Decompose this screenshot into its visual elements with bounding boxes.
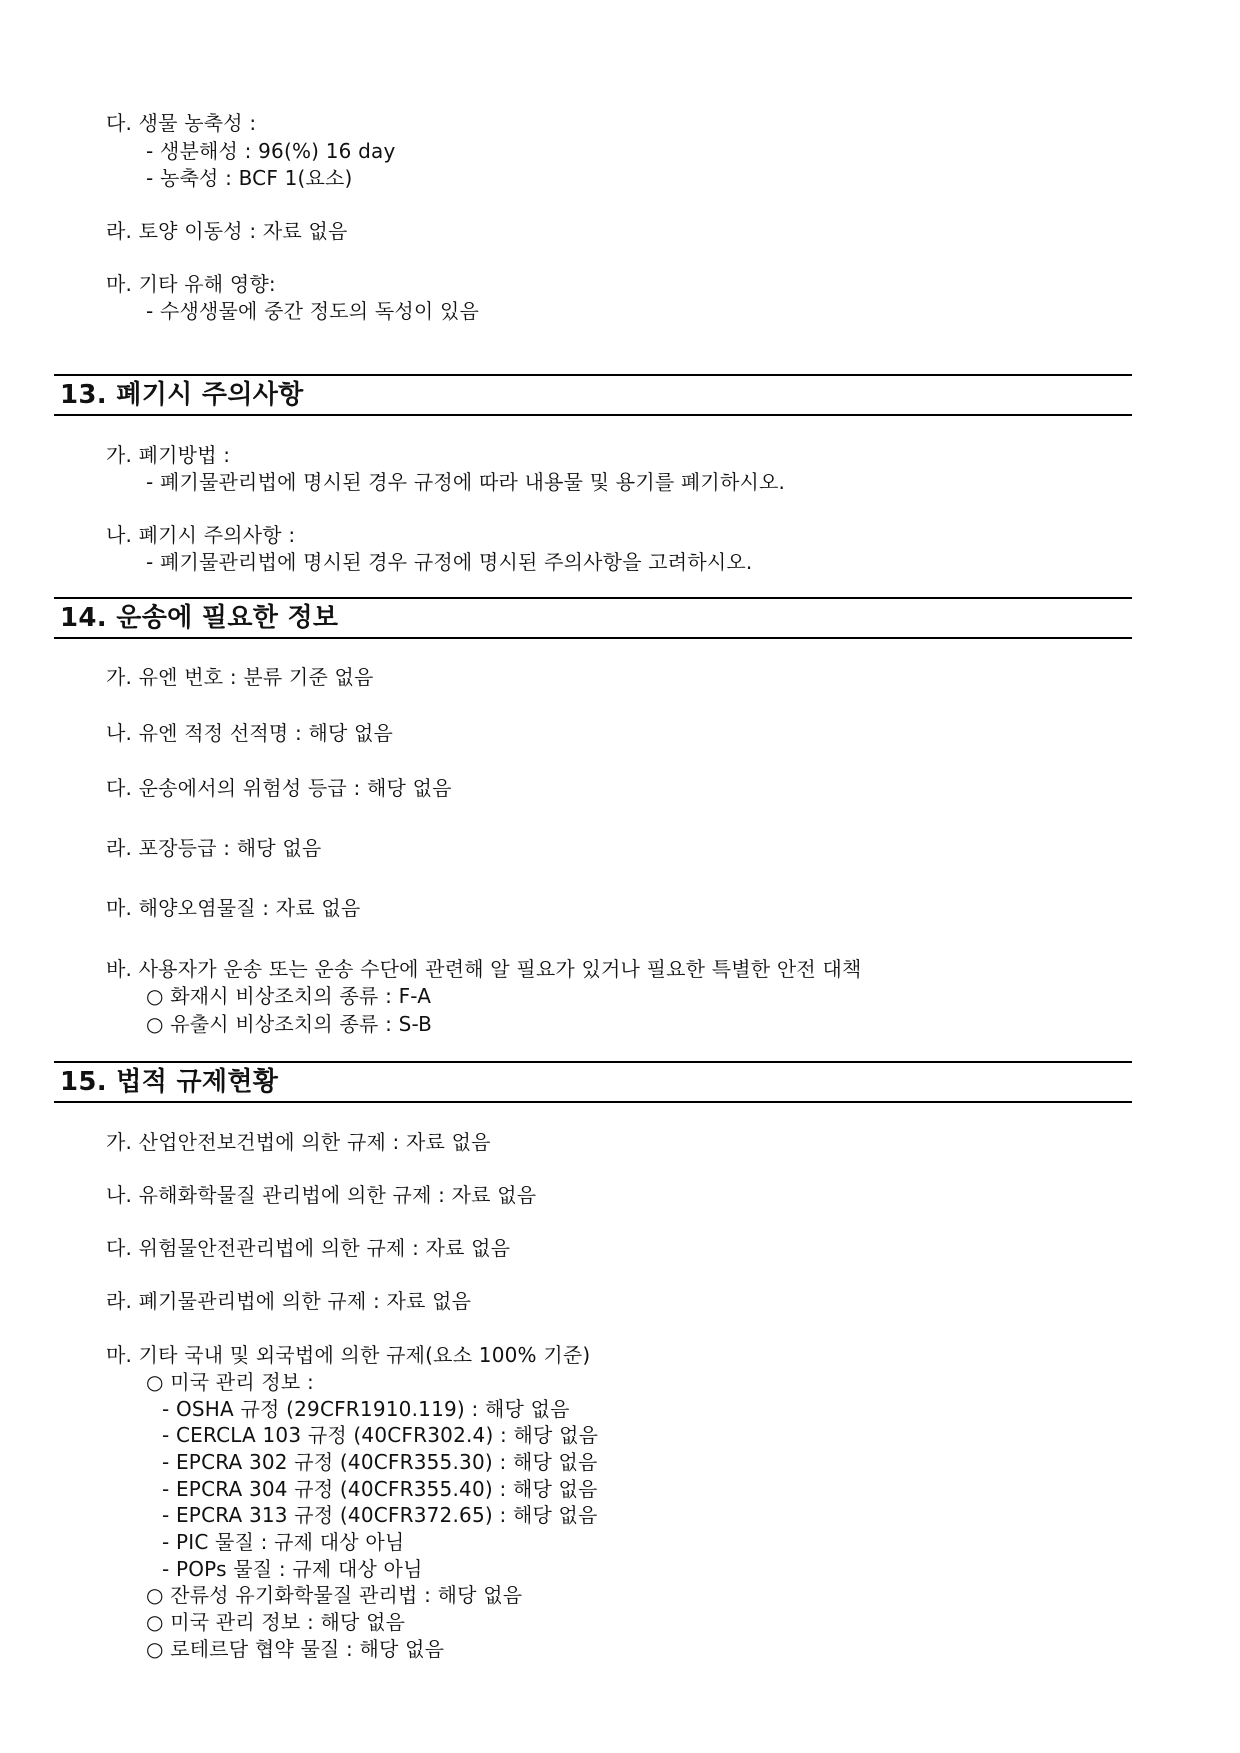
waste-act-line: 라. 폐기물관리법에 의한 규제 : 자료 없음 <box>106 1289 472 1313</box>
persistent-organic-act-line: ○ 잔류성 유기화학물질 관리법 : 해당 없음 <box>146 1583 523 1607</box>
us-info-title: ○ 미국 관리 정보 : <box>146 1370 314 1394</box>
section-15-title: 15. 법적 규제현황 <box>60 1067 279 1097</box>
fire-emergency-line: ○ 화재시 비상조치의 종류 : F-A <box>146 984 432 1008</box>
un-shipping-name-line: 나. 유엔 적정 선적명 : 해당 없음 <box>106 721 394 745</box>
other-effects-title: 마. 기타 유해 영향: <box>106 272 276 296</box>
other-regulations-title: 마. 기타 국내 및 외국법에 의한 규제(요소 100% 기준) <box>106 1343 591 1367</box>
us-item-epcra-304: - EPCRA 304 규정 (40CFR355.40) : 해당 없음 <box>162 1477 598 1501</box>
us-item-epcra-313: - EPCRA 313 규정 (40CFR372.65) : 해당 없음 <box>162 1503 598 1527</box>
us-item-pops: - POPs 물질 : 규제 대상 아님 <box>162 1557 423 1581</box>
soil-mobility-line: 라. 토양 이동성 : 자료 없음 <box>106 219 348 243</box>
us-info-line: ○ 미국 관리 정보 : 해당 없음 <box>146 1610 406 1634</box>
special-precautions-title: 바. 사용자가 운송 또는 운송 수단에 관련해 알 필요가 있거나 필요한 특별한 안전 대책 <box>106 957 862 981</box>
us-item-epcra-302: - EPCRA 302 규정 (40CFR355.30) : 해당 없음 <box>162 1450 598 1474</box>
disposal-method-title: 가. 폐기방법 : <box>106 443 231 467</box>
other-effects-item: - 수생생물에 중간 정도의 독성이 있음 <box>146 299 480 323</box>
section-13-title: 13. 폐기시 주의사항 <box>60 380 304 410</box>
un-number-line: 가. 유엔 번호 : 분류 기준 없음 <box>106 665 374 689</box>
section-15-header <box>54 1061 1132 1103</box>
section-13-header <box>54 374 1132 416</box>
us-item-osha: - OSHA 규정 (29CFR1910.119) : 해당 없음 <box>162 1397 570 1421</box>
disposal-method-item: - 폐기물관리법에 명시된 경우 규정에 따라 내용물 및 용기를 폐기하시오. <box>146 470 786 494</box>
dangerous-goods-act-line: 다. 위험물안전관리법에 의한 규제 : 자료 없음 <box>106 1236 511 1260</box>
us-item-cercla: - CERCLA 103 규정 (40CFR302.4) : 해당 없음 <box>162 1423 599 1447</box>
us-item-pic: - PIC 물질 : 규제 대상 아님 <box>162 1530 405 1554</box>
disposal-caution-title: 나. 폐기시 주의사항 : <box>106 523 296 547</box>
section-14-header <box>54 597 1132 639</box>
marine-pollutant-line: 마. 해양오염물질 : 자료 없음 <box>106 896 361 920</box>
disposal-caution-item: - 폐기물관리법에 명시된 경우 규정에 명시된 주의사항을 고려하시오. <box>146 550 753 574</box>
packing-group-line: 라. 포장등급 : 해당 없음 <box>106 836 322 860</box>
spill-emergency-line: ○ 유출시 비상조치의 종류 : S-B <box>146 1012 433 1036</box>
rotterdam-line: ○ 로테르담 협약 물질 : 해당 없음 <box>146 1637 445 1661</box>
biodegradability-line: - 생분해성 : 96(%) 16 day <box>146 139 396 163</box>
section-14-title: 14. 운송에 필요한 정보 <box>60 603 339 633</box>
osh-act-line: 가. 산업안전보건법에 의한 규제 : 자료 없음 <box>106 1130 491 1154</box>
transport-hazard-class-line: 다. 운송에서의 위험성 등급 : 해당 없음 <box>106 776 452 800</box>
bcf-line: - 농축성 : BCF 1(요소) <box>146 166 353 190</box>
toxic-chemicals-act-line: 나. 유해화학물질 관리법에 의한 규제 : 자료 없음 <box>106 1183 537 1207</box>
bioaccumulation-title: 다. 생물 농축성 : <box>106 111 257 135</box>
